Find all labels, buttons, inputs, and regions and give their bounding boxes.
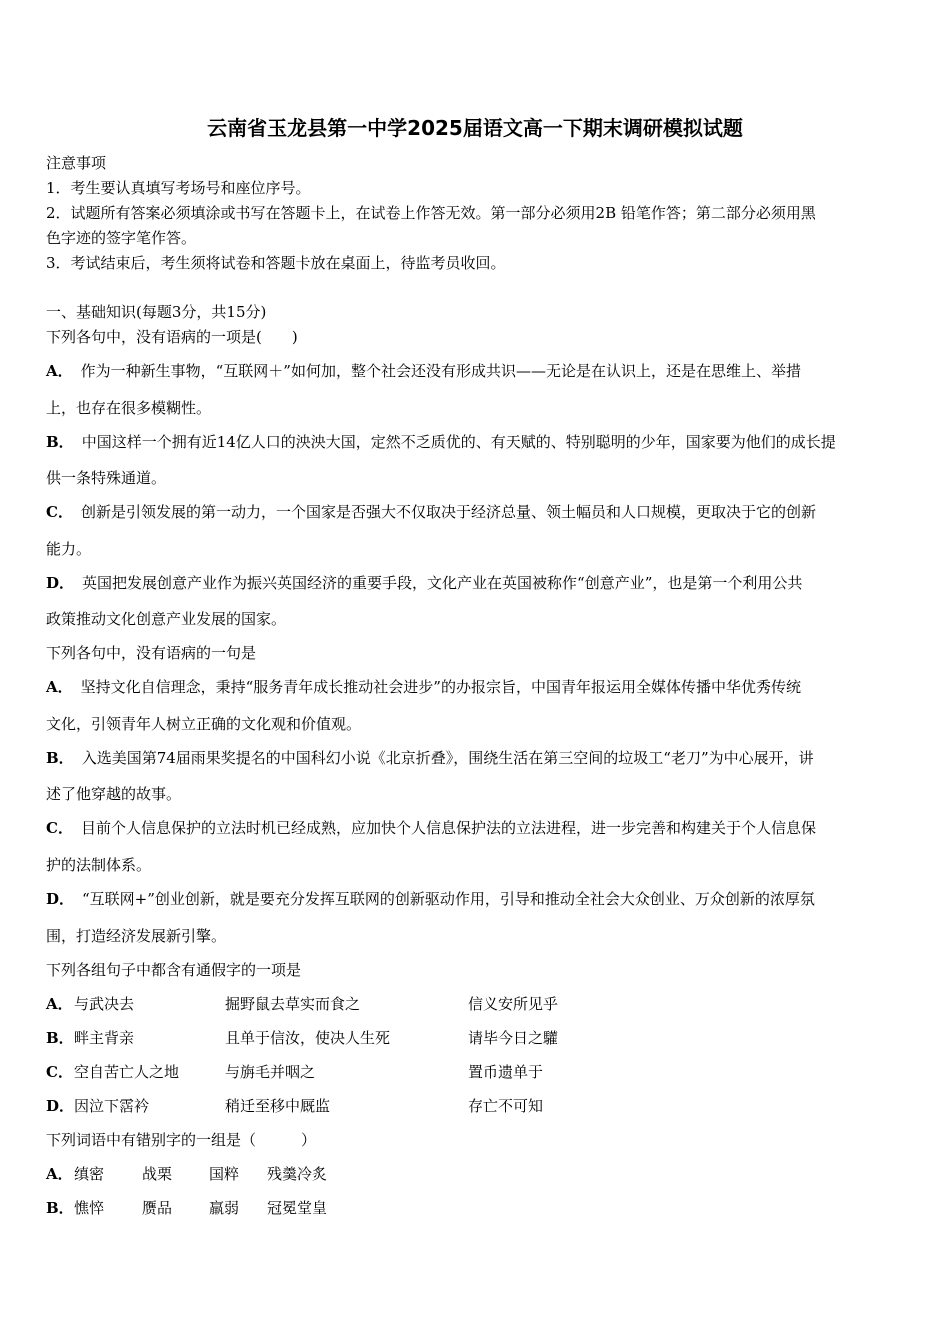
option-word: 冠冕堂皇 [267,1199,328,1217]
option-label: B． [46,1199,74,1217]
option-text: “互联网+”创业创新，就是要充分发挥互联网的创新驱动作用，引导和推动全社会大众创业、万众创新的浓厚氛 [82,890,815,908]
option-label: A． [46,678,73,696]
option-label: B． [46,749,74,767]
notice-item: 1．考生要认真填写考场号和座位序号。 [46,179,311,197]
q1-option-a [46,360,801,381]
q2-option-b [46,747,814,768]
option-phrase: 存亡不可知 [468,1097,544,1115]
option-phrase: 空自苦亡人之地 [74,1063,180,1081]
option-label: A． [46,995,73,1013]
question-3-stem: 下列各组句子中都含有通假字的一项是 [46,961,302,979]
question-1-stem: 下列各句中，没有语病的一项是( ) [46,328,298,346]
q2-option-d [46,888,815,909]
notice-item: 2．试题所有答案必须填涂或书写在答题卡上，在试卷上作答无效。第一部分必须用2B 铅笔作答；第二部分必须用黑 [46,204,816,222]
section-heading: 一、基础知识(每题3分，共15分) [46,303,267,321]
option-text: 坚持文化自信理念，秉持“服务青年成长推动社会进步”的办报宗旨，中国青年报运用全媒体传播中华优秀传统 [80,678,801,696]
option-text: 中国这样一个拥有近14亿人口的泱泱大国，定然不乏质优的、有天赋的、特别聪明的少年，国家要为他们的成长提 [81,433,836,451]
option-word: 战栗 [142,1165,173,1183]
q1-option-d [46,572,802,593]
option-phrase: 置币遗单于 [468,1063,544,1081]
option-continuation: 上，也存在很多模糊性。 [46,399,212,417]
option-phrase: 畔主背亲 [74,1029,135,1047]
option-word: 赝品 [142,1199,173,1217]
option-word: 残羹冷炙 [267,1165,328,1183]
option-text: 入选美国第74届雨果奖提名的中国科幻小说《北京折叠》，围绕生活在第三空间的垃圾工“老刀”为中心展开，讲 [81,749,814,767]
option-word: 国粹 [209,1165,240,1183]
q2-option-a [46,676,801,697]
option-continuation: 述了他穿越的故事。 [46,785,182,803]
option-word: 缜密 [74,1165,105,1183]
option-continuation: 护的法制体系。 [46,856,152,874]
option-word: 羸弱 [209,1199,240,1217]
option-phrase: 稍迁至移中厩监 [225,1097,331,1115]
option-phrase: 信义安所见乎 [468,995,559,1013]
option-continuation: 围，打造经济发展新引擎。 [46,927,227,945]
option-phrase: 请毕今日之驩 [468,1029,559,1047]
option-phrase: 掘野鼠去草实而食之 [225,995,361,1013]
option-text: 创新是引领发展的第一动力，一个国家是否强大不仅取决于经济总量、领土幅员和人口规模，更取决于它的创新 [80,503,816,521]
option-word: 憔悴 [74,1199,105,1217]
option-label: B． [46,433,74,451]
q1-option-c [46,501,816,522]
option-label: B． [46,1029,74,1047]
notice-item: 3．考试结束后，考生须将试卷和答题卡放在桌面上，待监考员收回。 [46,254,506,272]
option-label: A． [46,1165,73,1183]
option-phrase: 因泣下霑衿 [74,1097,150,1115]
option-label: C． [46,1063,73,1081]
option-text: 目前个人信息保护的立法时机已经成熟，应加快个人信息保护法的立法进程，进一步完善和构建关于个人信息保 [80,819,816,837]
option-label: A． [46,362,73,380]
page-title: 云南省玉龙县第一中学2025届语文高一下期末调研模拟试题 [207,116,743,140]
question-2-stem: 下列各句中，没有语病的一句是 [46,644,257,662]
notice-item: 色字迹的签字笔作答。 [46,229,197,247]
option-label: D． [46,890,75,908]
option-label: D． [46,574,75,592]
option-label: C． [46,819,73,837]
option-text: 作为一种新生事物，“互联网＋”如何加，整个社会还没有形成共识——无论是在认识上，还是在思维上、举措 [80,362,801,380]
option-phrase: 与旃毛并咽之 [225,1063,316,1081]
question-4-stem: 下列词语中有错别字的一组是（ ） [46,1131,317,1149]
notice-heading: 注意事项 [46,154,107,172]
option-phrase: 与武决去 [74,995,135,1013]
option-text: 英国把发展创意产业作为振兴英国经济的重要手段，文化产业在英国被称作“创意产业”，也是第一个利用公共 [82,574,803,592]
option-continuation: 能力。 [46,540,92,558]
option-continuation: 政策推动文化创意产业发展的国家。 [46,610,287,628]
option-continuation: 供一条特殊通道。 [46,469,167,487]
q2-option-c [46,817,816,838]
option-continuation: 文化，引领青年人树立正确的文化观和价值观。 [46,715,362,733]
q1-option-b [46,431,836,452]
option-phrase: 且单于信汝，使决人生死 [225,1029,391,1047]
option-label: C． [46,503,73,521]
option-label: D． [46,1097,75,1115]
